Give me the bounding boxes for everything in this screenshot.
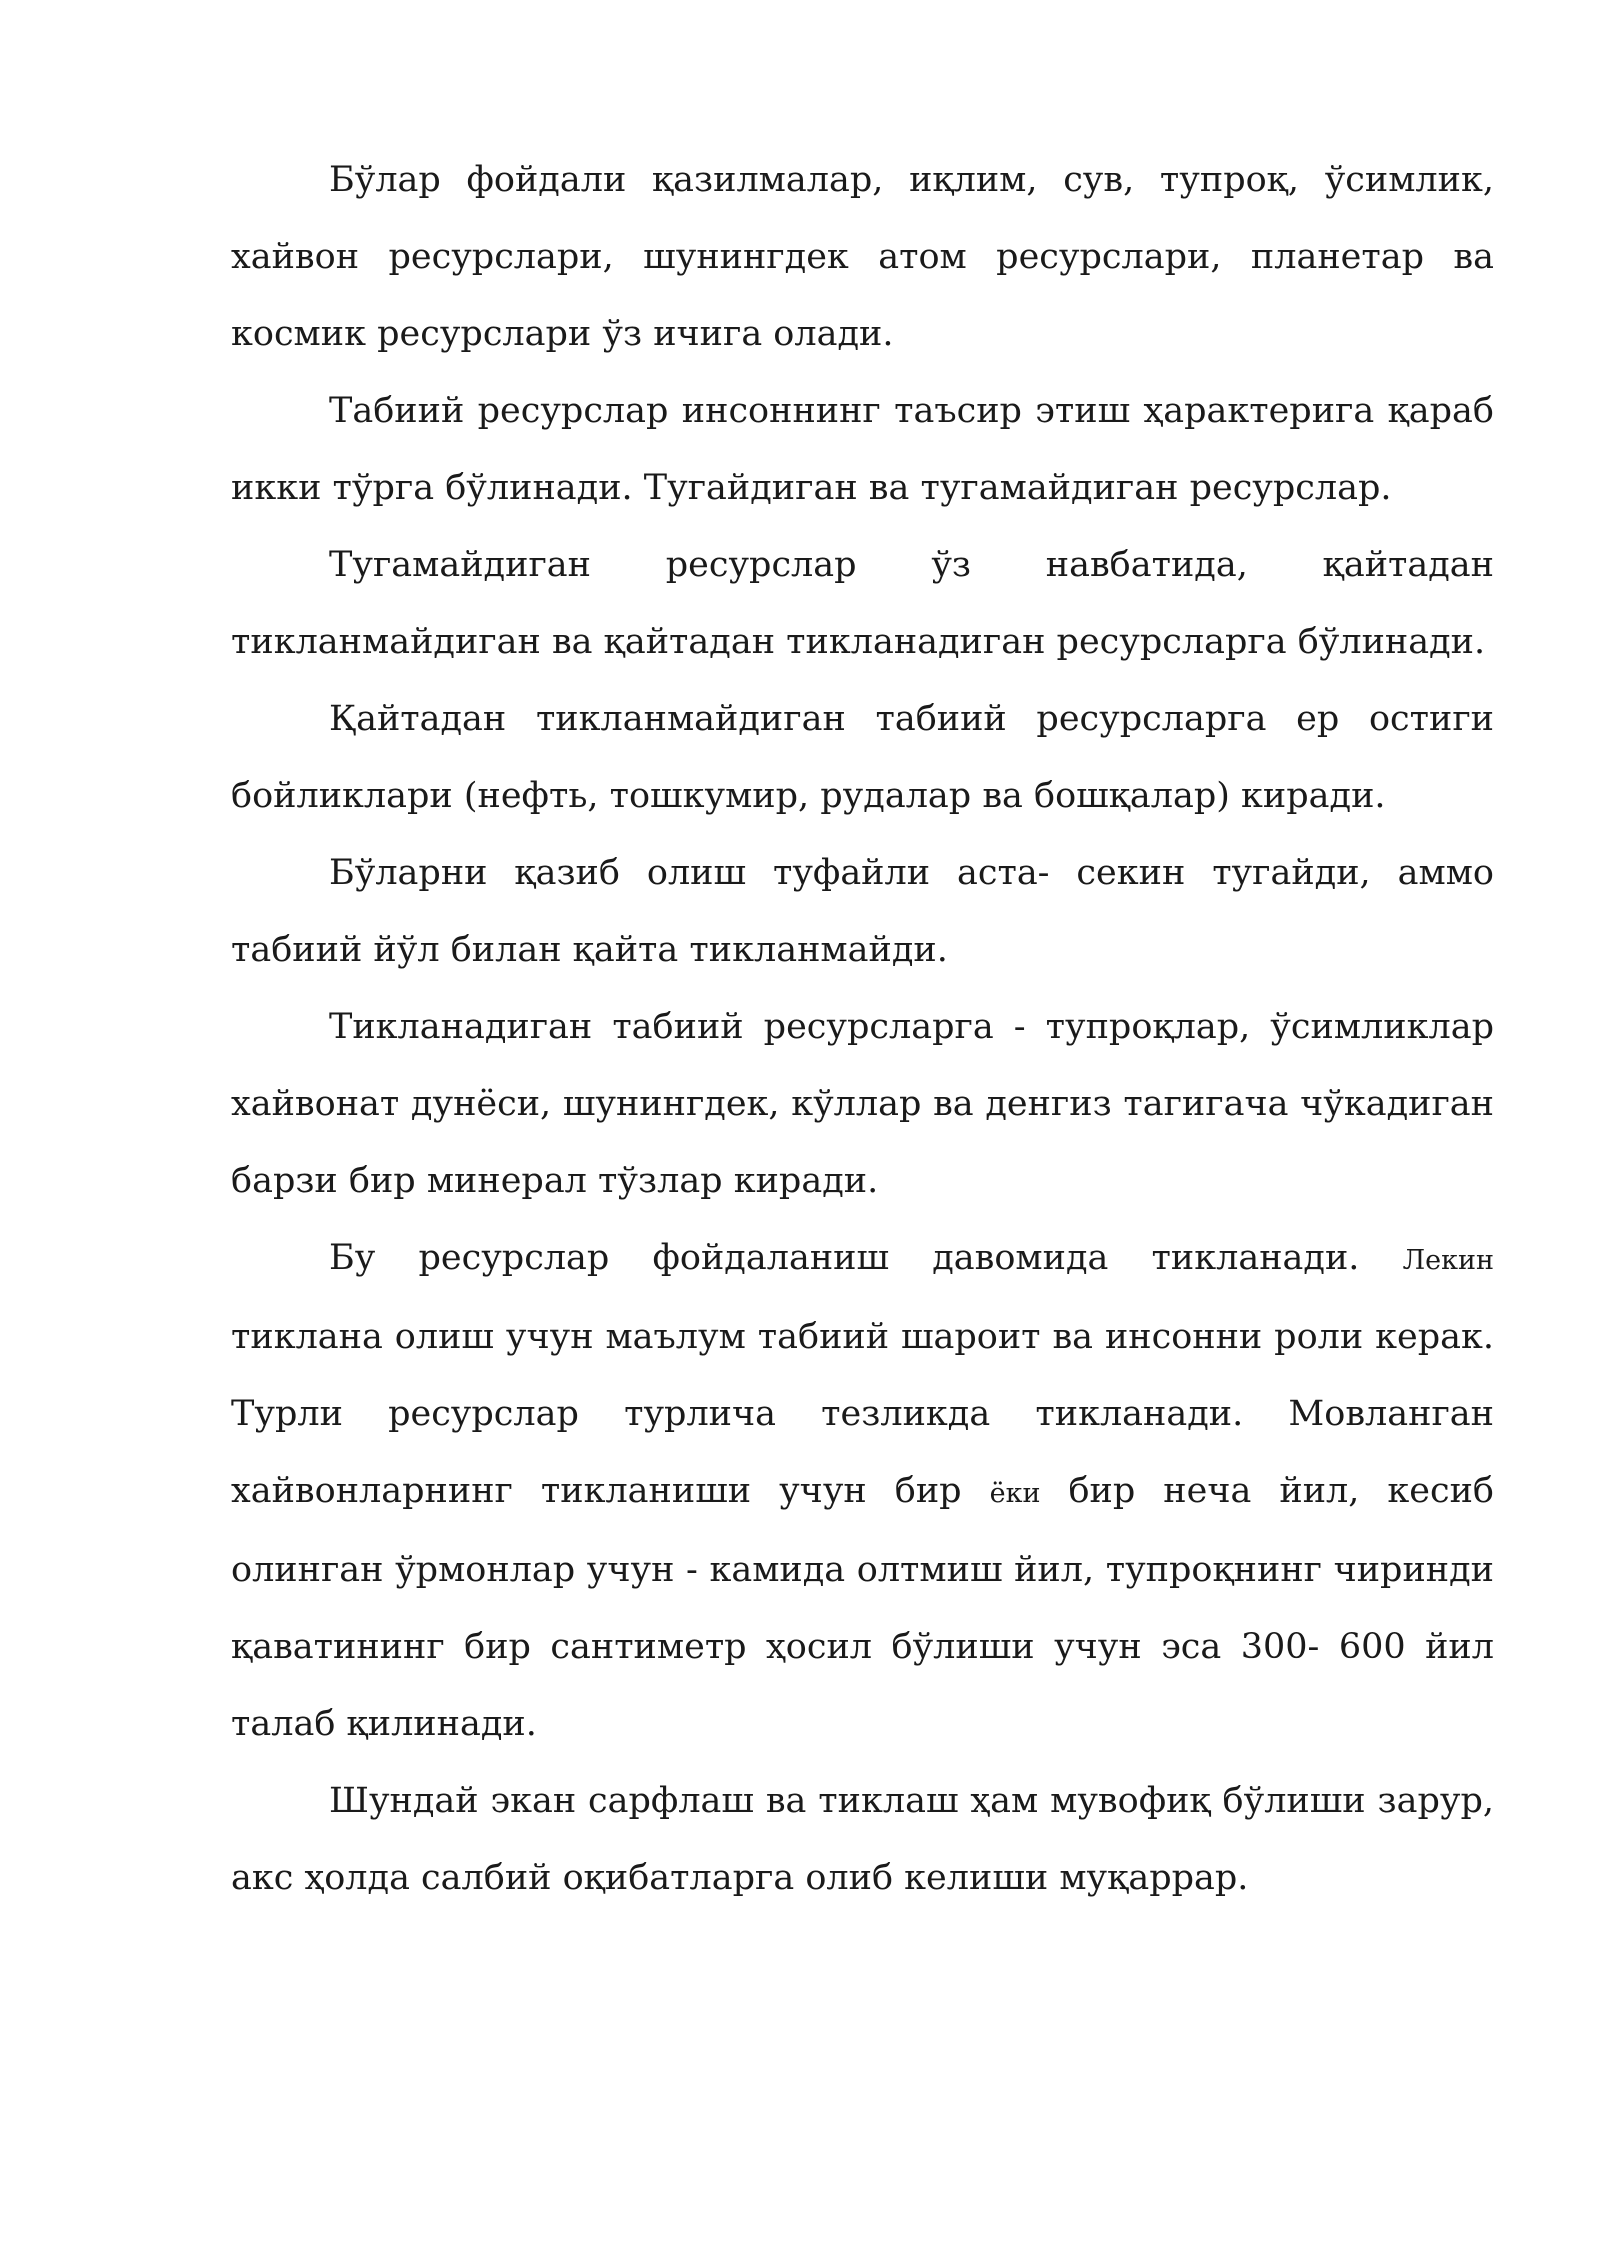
paragraph-4: Қайтадан тикланмайдиган табиий ресурсларга ер остиги бойликлари (нефть, тошкумир, рудалар ва бошқалар) киради. — [231, 699, 1494, 816]
paragraph-7-part-2: тиклана олиш учун маълум табиий шароит ва инсонни роли керак. Турли ресурслар турлича тезликда тикланади. Мовланган хайвонларнинг тикланиши учун бир — [231, 1317, 1494, 1511]
paragraph-2: Табиий ресурслар инсоннинг таъсир этиш ҳарактерига қараб икки тўрга бўлинади. Тугайдиган ва тугамайдиган ресурслар. — [231, 391, 1494, 508]
paragraph-7-part-3: бир неча йил, кесиб олинган ўрмонлар учун - камида олтмиш йил, тупроқнинг чиринди қаватининг бир сантиметр ҳосил бўлиши учун эса 300- 600 йил талаб қилинади. — [231, 1471, 1494, 1744]
paragraph-7 — [231, 1220, 1494, 1763]
paragraph-3: Тугамайдиган ресурслар ўз навбатида, қайтадан тикланмайдиган ва қайтадан тикланадиган ресурсларга бўлинади. — [231, 545, 1494, 662]
paragraph-7-part-1: Бу ресурслар фойдаланиш давомида тикланади. — [329, 1238, 1403, 1278]
paragraph-7-small-word-2: ёки — [989, 1478, 1041, 1509]
document-body — [231, 142, 1494, 1917]
paragraph-6: Тикланадиган табиий ресурсларга - тупроқлар, ўсимликлар хайвонат дунёси, шунингдек, кўллар ва денгиз тагигача чўкадиган барзи бир минерал тўзлар киради. — [231, 1007, 1494, 1201]
paragraph-8: Шундай экан сарфлаш ва тиклаш ҳам мувофиқ бўлиши зарур, акс ҳолда салбий оқибатларга олиб келиши муқаррар. — [231, 1781, 1494, 1898]
paragraph-7-small-word-1: Лекин — [1402, 1245, 1494, 1276]
paragraph-1: Бўлар фойдали қазилмалар, иқлим, сув, тупроқ, ўсимлик, хайвон ресурслари, шунингдек атом ресурслари, планетар ва космик ресурслари ўз ичига олади. — [231, 160, 1494, 354]
paragraph-5: Бўларни қазиб олиш туфайли аста- секин тугайди, аммо табиий йўл билан қайта тикланмайди. — [231, 853, 1494, 970]
